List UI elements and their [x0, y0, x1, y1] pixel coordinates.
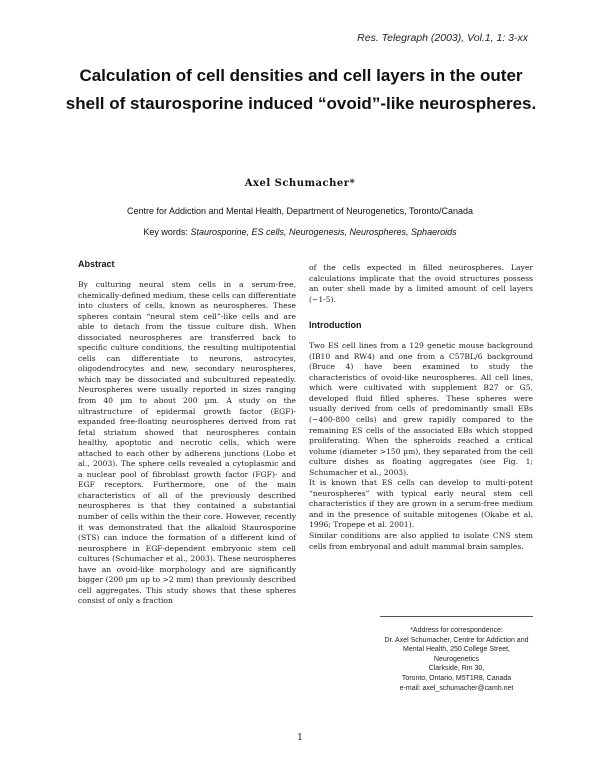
page-number: 1	[297, 733, 303, 743]
right-column	[309, 263, 533, 552]
footnote-divider	[380, 616, 533, 617]
left-column	[78, 258, 296, 607]
correspondence-line: *Address for correspondence:	[410, 627, 503, 634]
introduction-paragraph-2: It is known that ES cells can develop to multi-potent “neurospheres” with typical early neural stem cell characteristics if they are grown in a serum-free medium and in the presence of suitable mitogenes (Okabe et al, 1996; Tropepe et al. 2001).	[309, 478, 533, 530]
author-name: Axel Schumacher*	[244, 178, 356, 189]
author-affiliation: Centre for Addiction and Mental Health, Department of Neurogenetics, Toronto/Canada	[126, 206, 474, 216]
abstract-text: By culturing neural stem cells in a serum-free, chemically-defined medium, these cells can differentiate into clusters of cells, known as neurospheres. These spheres contain “neural stem cell”-like cells and are able to detach from the tissue culture dish. When dissociated neurospheres are transferred back to specific culture conditions, the resulting multipotential cells can differentiate to neurons, astrocytes, oligodendrocytes and new, secondary neurospheres, which may be dissociated and subcultured repeatedly. Neurospheres were usually reported in sizes ranging from 40 µm to about 200 µm. A study on the ultrastructure of epidermal growth factor (EGF)-expanded free-floating neurospheres derived from rat fetal striatum showed that neurospheres contain healthy, apoptotic and necrotic cells, which were attached to each other by adherens junctions (Lobo et al., 2003). The sphere cells revealed a cytoplasmic and a nuclear pool of fibroblast growth factor (FGF)- and EGF receptors. Furthermore, one of the main characteristics of all of the previously described neurospheres is that they contained a substantial number of cells within the their core. However, recently it was demonstrated that the alkaloid Staurosporine (STS) can induce the formation of a different kind of neurosphere in EGF-dependent embryonic stem cell cultures (Schumacher et al., 2003). These neurospheres have an ovoid-like morphology and are significantly bigger (200 µm up to >2 mm) than previously described cell aggregates. This study shows that these spheres consist of only a fraction	[78, 280, 296, 606]
paper-title: Calculation of cell densities and cell layers in the outer shell of staurosporine induced “ovoid”-like neurospheres.	[65, 66, 537, 113]
correspondence-line: Clarkside, Rm 30,	[428, 665, 485, 673]
correspondence-line: Dr. Axel Schumacher, Centre for Addiction and Mental Health, 250 College Street, Neurogenetics	[384, 636, 529, 663]
correspondence-line: Toronto, Ontario, M5T1R8, Canada	[401, 674, 512, 682]
correspondence-address	[380, 626, 533, 693]
abstract-continuation: of the cells expected in filled neurospheres. Layer calculations implicate that the ovoid structures possess an outer shell made by a limited amount of cell layers (~1-5).	[309, 263, 533, 304]
keywords-list: Staurosporine, ES cells, Neurogenesis, Neurospheres, Sphaeroids	[190, 227, 457, 237]
introduction-heading: Introduction	[309, 320, 362, 331]
keywords-label: Key words:	[143, 227, 188, 237]
journal-reference: Res. Telegraph (2003), Vol.1, 1: 3-xx	[357, 32, 528, 44]
introduction-paragraph-1: Two ES cell lines from a 129 genetic mouse background (IB10 and RW4) and one from a C57BL/6 background (Bruce 4) have been examined to study the characteristics of ovoid-like neurospheres. All cell lines, which were cultivated with supplement B27 or G5, developed fluid filled spheres. These spheres were usually derived from cells of predominantly small EBs (~400-800 cells) and grew rapidly compared to the remaining ES cells of the associated EBs which stopped proliferating. When the spheroids reached a critical volume (diameter >150 µm), they separated from the cell culture dishes as floating aggregates (see Fig. 1; Schumacher et al., 2003).	[309, 341, 533, 477]
abstract-heading: Abstract	[78, 259, 115, 269]
introduction-paragraph-3: Similar conditions are also applied to isolate CNS stem cells from embryonal and adult mammal brain samples.	[309, 531, 533, 551]
correspondence-email: e-mail: axel_schumacher@camh.net	[399, 684, 514, 692]
keywords	[0, 227, 600, 237]
